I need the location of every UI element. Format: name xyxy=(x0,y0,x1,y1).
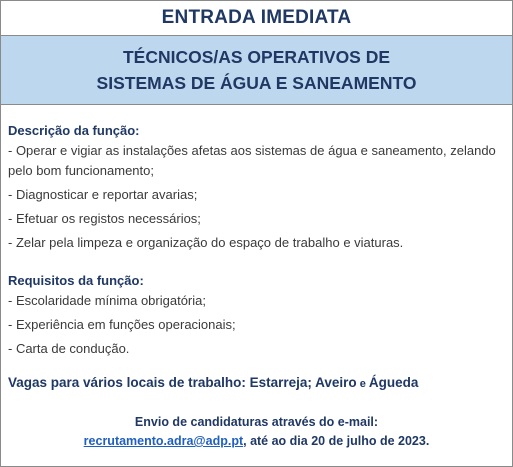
requirement-item: - Experiência em funções operacionais; xyxy=(8,317,236,332)
vacancies-line xyxy=(8,373,505,394)
vacancies-prefix: Vagas para vários locais de trabalho: xyxy=(8,375,250,390)
description-item: - Diagnosticar e reportar avarias; xyxy=(8,187,198,202)
requirement-item: - Escolaridade mínima obrigatória; xyxy=(8,293,206,308)
requirement-item: - Carta de condução. xyxy=(8,341,130,356)
deadline-text: , até ao dia 20 de julho de 2023. xyxy=(243,434,430,448)
contact-line xyxy=(8,432,505,451)
job-title-band xyxy=(1,36,512,105)
page-title: ENTRADA IMEDIATA xyxy=(161,7,352,28)
email-link[interactable]: recrutamento.adra@adp.pt xyxy=(83,434,244,448)
contact-block xyxy=(8,413,505,451)
vacancies-location-1: Estarreja; Aveiro xyxy=(249,375,357,390)
description-heading: Descrição da função: xyxy=(8,123,140,138)
description-item: - Operar e vigiar as instalações afetas aos sistemas de água e saneamento, zelando pelo bom funcionamento; xyxy=(8,143,496,178)
posting-body xyxy=(1,105,512,451)
vacancies-location-2: Águeda xyxy=(368,375,419,390)
requirements-heading: Requisitos da função: xyxy=(8,273,144,288)
description-item: - Efetuar os registos necessários; xyxy=(8,211,201,226)
job-title-line-1: TÉCNICOS/AS OPERATIVOS DE xyxy=(122,47,391,67)
job-title-line-2: SISTEMAS DE ÁGUA E SANEAMENTO xyxy=(96,73,417,93)
vacancies-conjunction: e xyxy=(356,378,369,390)
header-title-row xyxy=(1,1,512,36)
description-item: - Zelar pela limpeza e organização do espaço de trabalho e viaturas. xyxy=(8,235,404,250)
contact-intro: Envio de candidaturas através do e-mail: xyxy=(134,415,379,429)
section-spacer xyxy=(8,257,505,271)
